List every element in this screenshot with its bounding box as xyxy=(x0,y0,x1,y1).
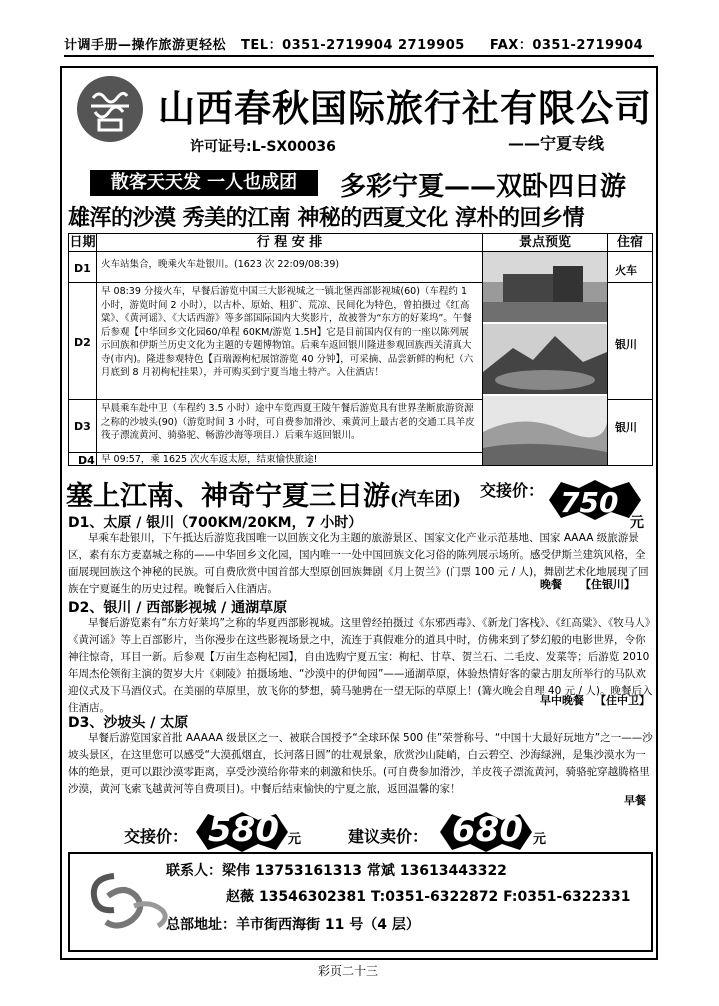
day-accommodation: 银川 xyxy=(615,338,637,351)
retail-price: 680 xyxy=(452,810,523,850)
company-logo-icon xyxy=(77,76,143,142)
itinerary-table xyxy=(68,233,653,466)
day-text: 早 08:39 分接火车，早餐后游览中国三大影视城之一镇北堡西部影视城(60)（车程约 1 小时，游览时间 2 小时），以古朴、原始、粗犷、荒凉、民间化为特色，曾拍摄过《红高粱》、《黄河谣》、《大话西游》等多部国际国内大奖影片，故被誉为“东方的好莱坞”。午餐后参观【中华回乡文化园60/单程 60KM/游览 1.5H】它是目前国内仅有的一座以陈列展示回族和伊斯兰历史文化为主题的专题博物馆。后乘车返回银川隆进参观回族西关清真大寺(市内)。隆进参观特色【百瑞源枸杞展馆游览 40 分钟】，可采摘、品尝新鲜的枸杞（六月底到 8 月初枸杞挂果），并可购买到宁夏当地土特产。入住酒店！ xyxy=(101,286,474,378)
day1-meals: 晚餐 xyxy=(540,578,562,591)
top-bar-tel: TEL：0351-2719904 2719905 xyxy=(241,38,465,53)
day2-text: 早餐后游览素有“东方好莱坞”之称的华夏西部影视城。这里曾经拍摄过《东邪西毒》、《新龙门客栈》、《红高粱》、《牧马人》《黄河谣》等上百部影片，当你漫步在这些影视场景之中，流连于真假难分的道具中时，仿佛来到了梦幻般的电影世界，令你神往惊奇，耳目一新。后参观【万亩生态枸杞园】，自由选购宁夏五宝：枸杞、甘草、贺兰石、二毛皮、发菜等；后游览 2010 年周杰伦领衔主演的贺岁大片《刺陵》拍摄场地、“沙漠中的伊甸园”——通湖草原，体验热情好客的蒙古朋友所举行的马队欢迎仪式及下马酒仪式。在美丽的草原里，放飞你的梦想，骑马驰骋在一望无际的草原上！(篝火晚会自理 40 元 / 人)。晚餐后入住酒店。 xyxy=(68,617,653,714)
contact-box xyxy=(68,852,653,952)
day-label: D3 xyxy=(74,420,91,433)
header-preview: 景点预览 xyxy=(483,234,607,252)
header-date: 日期 xyxy=(69,235,96,250)
contact-line-1: 联系人：梁伟 13753161313 常斌 13613443322 xyxy=(166,863,507,879)
top-bar-slogan: 计调手册—操作旅游更轻松 xyxy=(64,38,227,53)
day1-stay: 【住银川】 xyxy=(580,578,635,591)
day2-meals: 早中晚餐 xyxy=(540,694,584,707)
day-accommodation: 火车 xyxy=(615,264,637,277)
section2-title-text: 塞上江南、神奇宁夏三日游 xyxy=(66,481,390,512)
day1-text: 早乘车赴银川，下午抵达后游览我国唯一以回族文化为主题的旅游景区、国家文化产业示范基地、国家 AAAA 级旅游景区，素有东方麦嘉城之称的——中华回乡文化园，国内唯一一处中国回族文化习俗的陈列展示场所。感受伊斯兰建筑风格，全面展现回族这个神秘的民族。可自费欣赏中国首部大型原创回族舞剧《月上贺兰》(门票 100 元 / 人)，舞剧艺术化地展现了回族在宁夏诞生的历史过程。晚餐后入住酒店。 xyxy=(68,532,649,595)
day3-meals: 早餐 xyxy=(624,794,646,807)
day-label: D1 xyxy=(74,262,91,275)
header-accommodation: 住宿 xyxy=(608,234,652,252)
section2-subtitle: (汽车团) xyxy=(390,489,462,510)
transfer-price-label: 交接价： xyxy=(480,481,545,500)
day-label: D4 xyxy=(78,454,95,467)
top-divider xyxy=(64,55,654,57)
top-bar-fax: FAX：0351-2719904 xyxy=(489,38,644,53)
day2-heading: D2、银川 / 西部影视城 / 通湖草原 xyxy=(68,600,288,616)
header-itinerary: 行 程 安 排 xyxy=(97,234,482,252)
transfer-price: 750 xyxy=(560,486,619,519)
day-accommodation: 银川 xyxy=(615,421,637,434)
day1-heading: D1、太原 / 银川（700KM/20KM，7 小时） xyxy=(68,515,363,531)
day3-heading: D3、沙坡头 / 太原 xyxy=(68,715,189,731)
day2-stay: 【住中卫】 xyxy=(595,694,650,707)
section2-title xyxy=(66,474,461,513)
tour-title: 多彩宁夏——双卧四日游 xyxy=(340,172,627,202)
license-number: 许可证号:L-SX00036 xyxy=(190,139,336,155)
day-text: 早 09:57，乘 1625 次火车返太原，结束愉快旅途! xyxy=(101,454,318,465)
price-unit: 元 xyxy=(630,515,644,531)
specialty-line: ——宁夏专线 xyxy=(508,134,605,153)
day-text: 早晨乘车赴中卫（车程约 3.5 小时）途中车览西夏王陵午餐后游览具有世界垄断旅游资源之称的沙坡头(90)（游览时间 3 小时，可自费参加滑沙、乘黄河上最古老的交通工具羊皮筏子漂流黄河、骑骆驼、畅游沙海等项目.）后乘车返回银川。 xyxy=(101,403,475,441)
trade-price-unit: 元 xyxy=(288,832,302,847)
top-contact-bar xyxy=(64,34,654,54)
trade-price-label: 交接价： xyxy=(124,827,189,846)
trade-price: 580 xyxy=(208,810,279,850)
daily-departure-badge: 散客天天发 一人也成团 xyxy=(90,170,318,196)
day3-text: 早餐后游览国家首批 AAAAA 级景区之一、被联合国授予“全球环保 500 佳”荣誉称号、“中国十大最好玩地方”之一——沙坡头景区，在这里您可以感受“大漠孤烟直，长河落日圆”的壮观景象，欣赏沙山陡峭，白云碧空、沙海绿洲，是集沙漠水为一体的绝景，更可以跟沙漠零距离，享受沙漠给你带来的刺激和快乐。(可自费参加滑沙，羊皮筏子漂流黄河，骑骆驼穿越腾格里沙漠，黄河飞索飞越黄河等自费项目)。中餐后结束愉快的宁夏之旅，返回温馨的家！ xyxy=(68,732,653,795)
tour-slogan: 雄浑的沙漠 秀美的江南 神秘的西夏文化 淳朴的回乡情 xyxy=(68,205,584,231)
scenic-photos xyxy=(483,252,607,465)
retail-price-unit: 元 xyxy=(533,832,547,847)
retail-price-label: 建议卖价： xyxy=(348,827,429,846)
brand-swirl-icon xyxy=(84,866,174,936)
day-label: D2 xyxy=(74,336,91,349)
day-text: 火车站集合，晚乘火车赴银川。(1623 次 22:09/08:39) xyxy=(101,259,340,270)
page-number: 彩页二十三 xyxy=(318,964,379,978)
company-name: 山西春秋国际旅行社有限公司 xyxy=(158,86,652,130)
contact-address: 总部地址：羊市街西海街 11 号（4 层） xyxy=(166,917,420,933)
contact-line-2: 赵薇 13546302381 T:0351-6322872 F:0351-6322331 xyxy=(226,889,631,905)
